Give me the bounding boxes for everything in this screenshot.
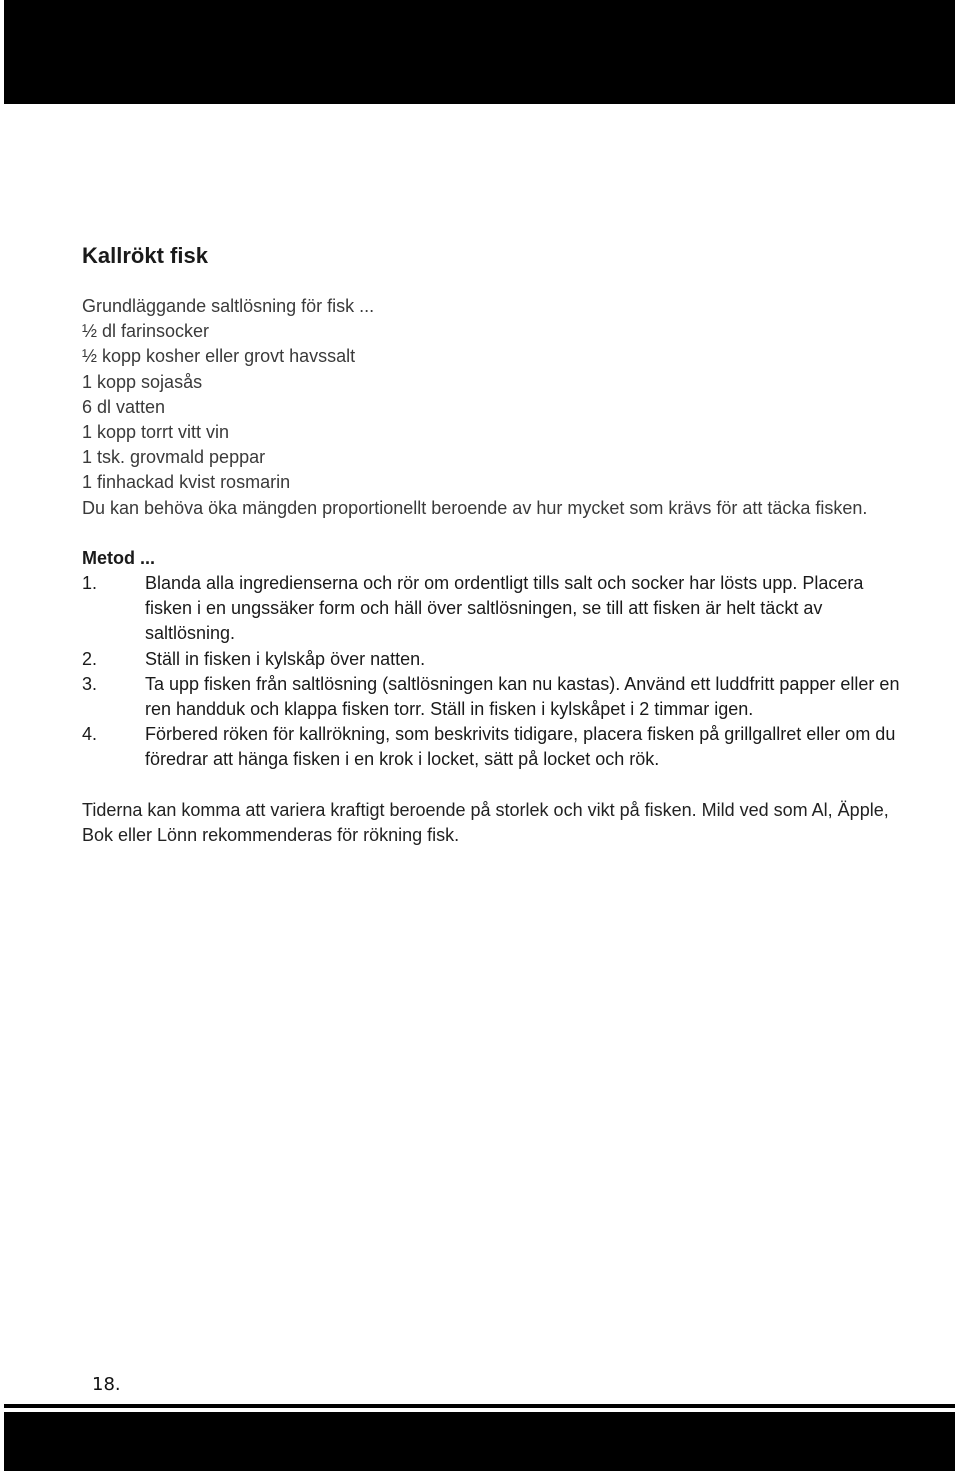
step-number: 4. [82, 724, 98, 745]
footer-rule [4, 1404, 955, 1408]
ingredient-item: ½ dl farinsocker [82, 321, 210, 342]
step-number: 3. [82, 673, 98, 694]
method-step [82, 672, 902, 722]
closing-paragraph: Tiderna kan komma att variera kraftigt beroende på storlek och vikt på fisken. Mild ved som Al, Äpple, Bok eller Lönn rekommenderas för rökning fisk. [82, 799, 894, 845]
step-number: 1. [82, 573, 98, 594]
method-step [82, 647, 902, 672]
ingredient-item: ½ kopp kosher eller grovt havssalt [82, 346, 356, 367]
method-step [82, 571, 902, 647]
ingredient-item: 1 kopp torrt vitt vin [82, 422, 230, 443]
step-number: 2. [82, 648, 98, 669]
ingredient-item: 1 tsk. grovmald peppar [82, 447, 266, 468]
brine-heading: Grundläggande saltlösning för fisk ... [82, 296, 375, 316]
recipe-title: Kallrökt fisk [82, 243, 208, 268]
step-text: Ställ in fisken i kylskåp över natten. [145, 648, 426, 669]
recipe-content [82, 240, 902, 848]
ingredient-item: 6 dl vatten [82, 396, 166, 417]
method-steps [82, 571, 902, 773]
ingredient-item: 1 finhackad kvist rosmarin [82, 472, 291, 493]
header-bar [4, 0, 955, 104]
brine-note: Du kan behöva öka mängden proportionellt beroende av hur mycket som krävs för att täcka fisken. [82, 497, 868, 518]
step-text: Ta upp fisken från saltlösning (saltlösningen kan nu kastas). Använd ett luddfritt papper eller en ren handduk och klappa fisken torr. Ställ in fisken i kylskåpet i 2 timmar igen. [145, 673, 900, 720]
method-step [82, 722, 902, 772]
page-number: 18. [92, 1374, 121, 1395]
step-text: Förbered röken för kallrökning, som beskrivits tidigare, placera fisken på grillgallret eller om du föredrar att hänga fisken i en krok i locket, sätt på locket och rök. [145, 724, 896, 770]
method-heading: Metod ... [82, 547, 155, 568]
step-text: Blanda alla ingredienserna och rör om ordentligt tills salt och socker har lösts upp. Placera fisken i en ungssäker form och häll över saltlösningen, se till att fisken är helt täckt av saltlösning. [145, 573, 864, 644]
footer-bar [4, 1412, 955, 1471]
ingredient-item: 1 kopp sojasås [82, 371, 203, 392]
